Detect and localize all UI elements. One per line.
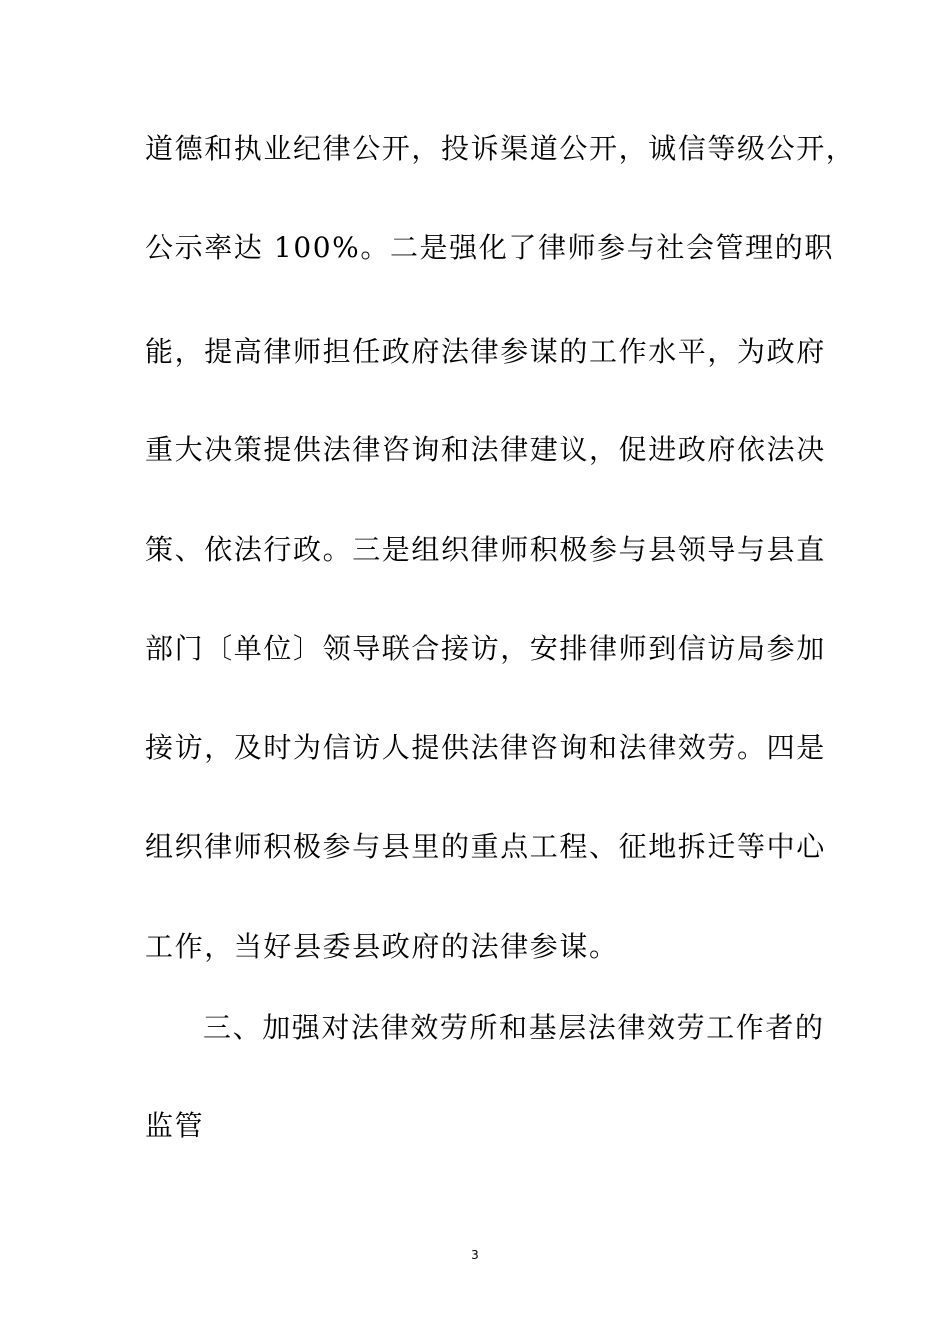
page-number: 3 — [471, 1248, 479, 1262]
body-text-line: 工作，当好县委县政府的法律参谋。 — [145, 930, 619, 963]
body-text-line: 重大决策提供法律咨询和法律建议，促进政府依法决 — [145, 433, 826, 466]
body-text-line: 公示率达 100%。二是强化了律师参与社会管理的职 — [145, 231, 834, 264]
body-text-line: 策、依法行政。三是组织律师积极参与县领导与县直 — [145, 533, 826, 566]
section-heading: 三、加强对法律效劳所和基层法律效劳工作者的 — [203, 1011, 825, 1044]
body-text-line: 接访，及时为信访人提供法律咨询和法律效劳。四是 — [145, 731, 826, 764]
body-text-line: 组织律师积极参与县里的重点工程、征地拆迁等中心 — [145, 830, 826, 863]
body-text-line: 能，提高律师担任政府法律参谋的工作水平，为政府 — [145, 335, 826, 368]
body-text-line: 部门〔单位〕领导联合接访，安排律师到信访局参加 — [145, 632, 826, 665]
section-heading-continuation: 监管 — [145, 1109, 205, 1142]
body-text-line: 道德和执业纪律公开，投诉渠道公开，诚信等级公开， — [145, 132, 856, 165]
